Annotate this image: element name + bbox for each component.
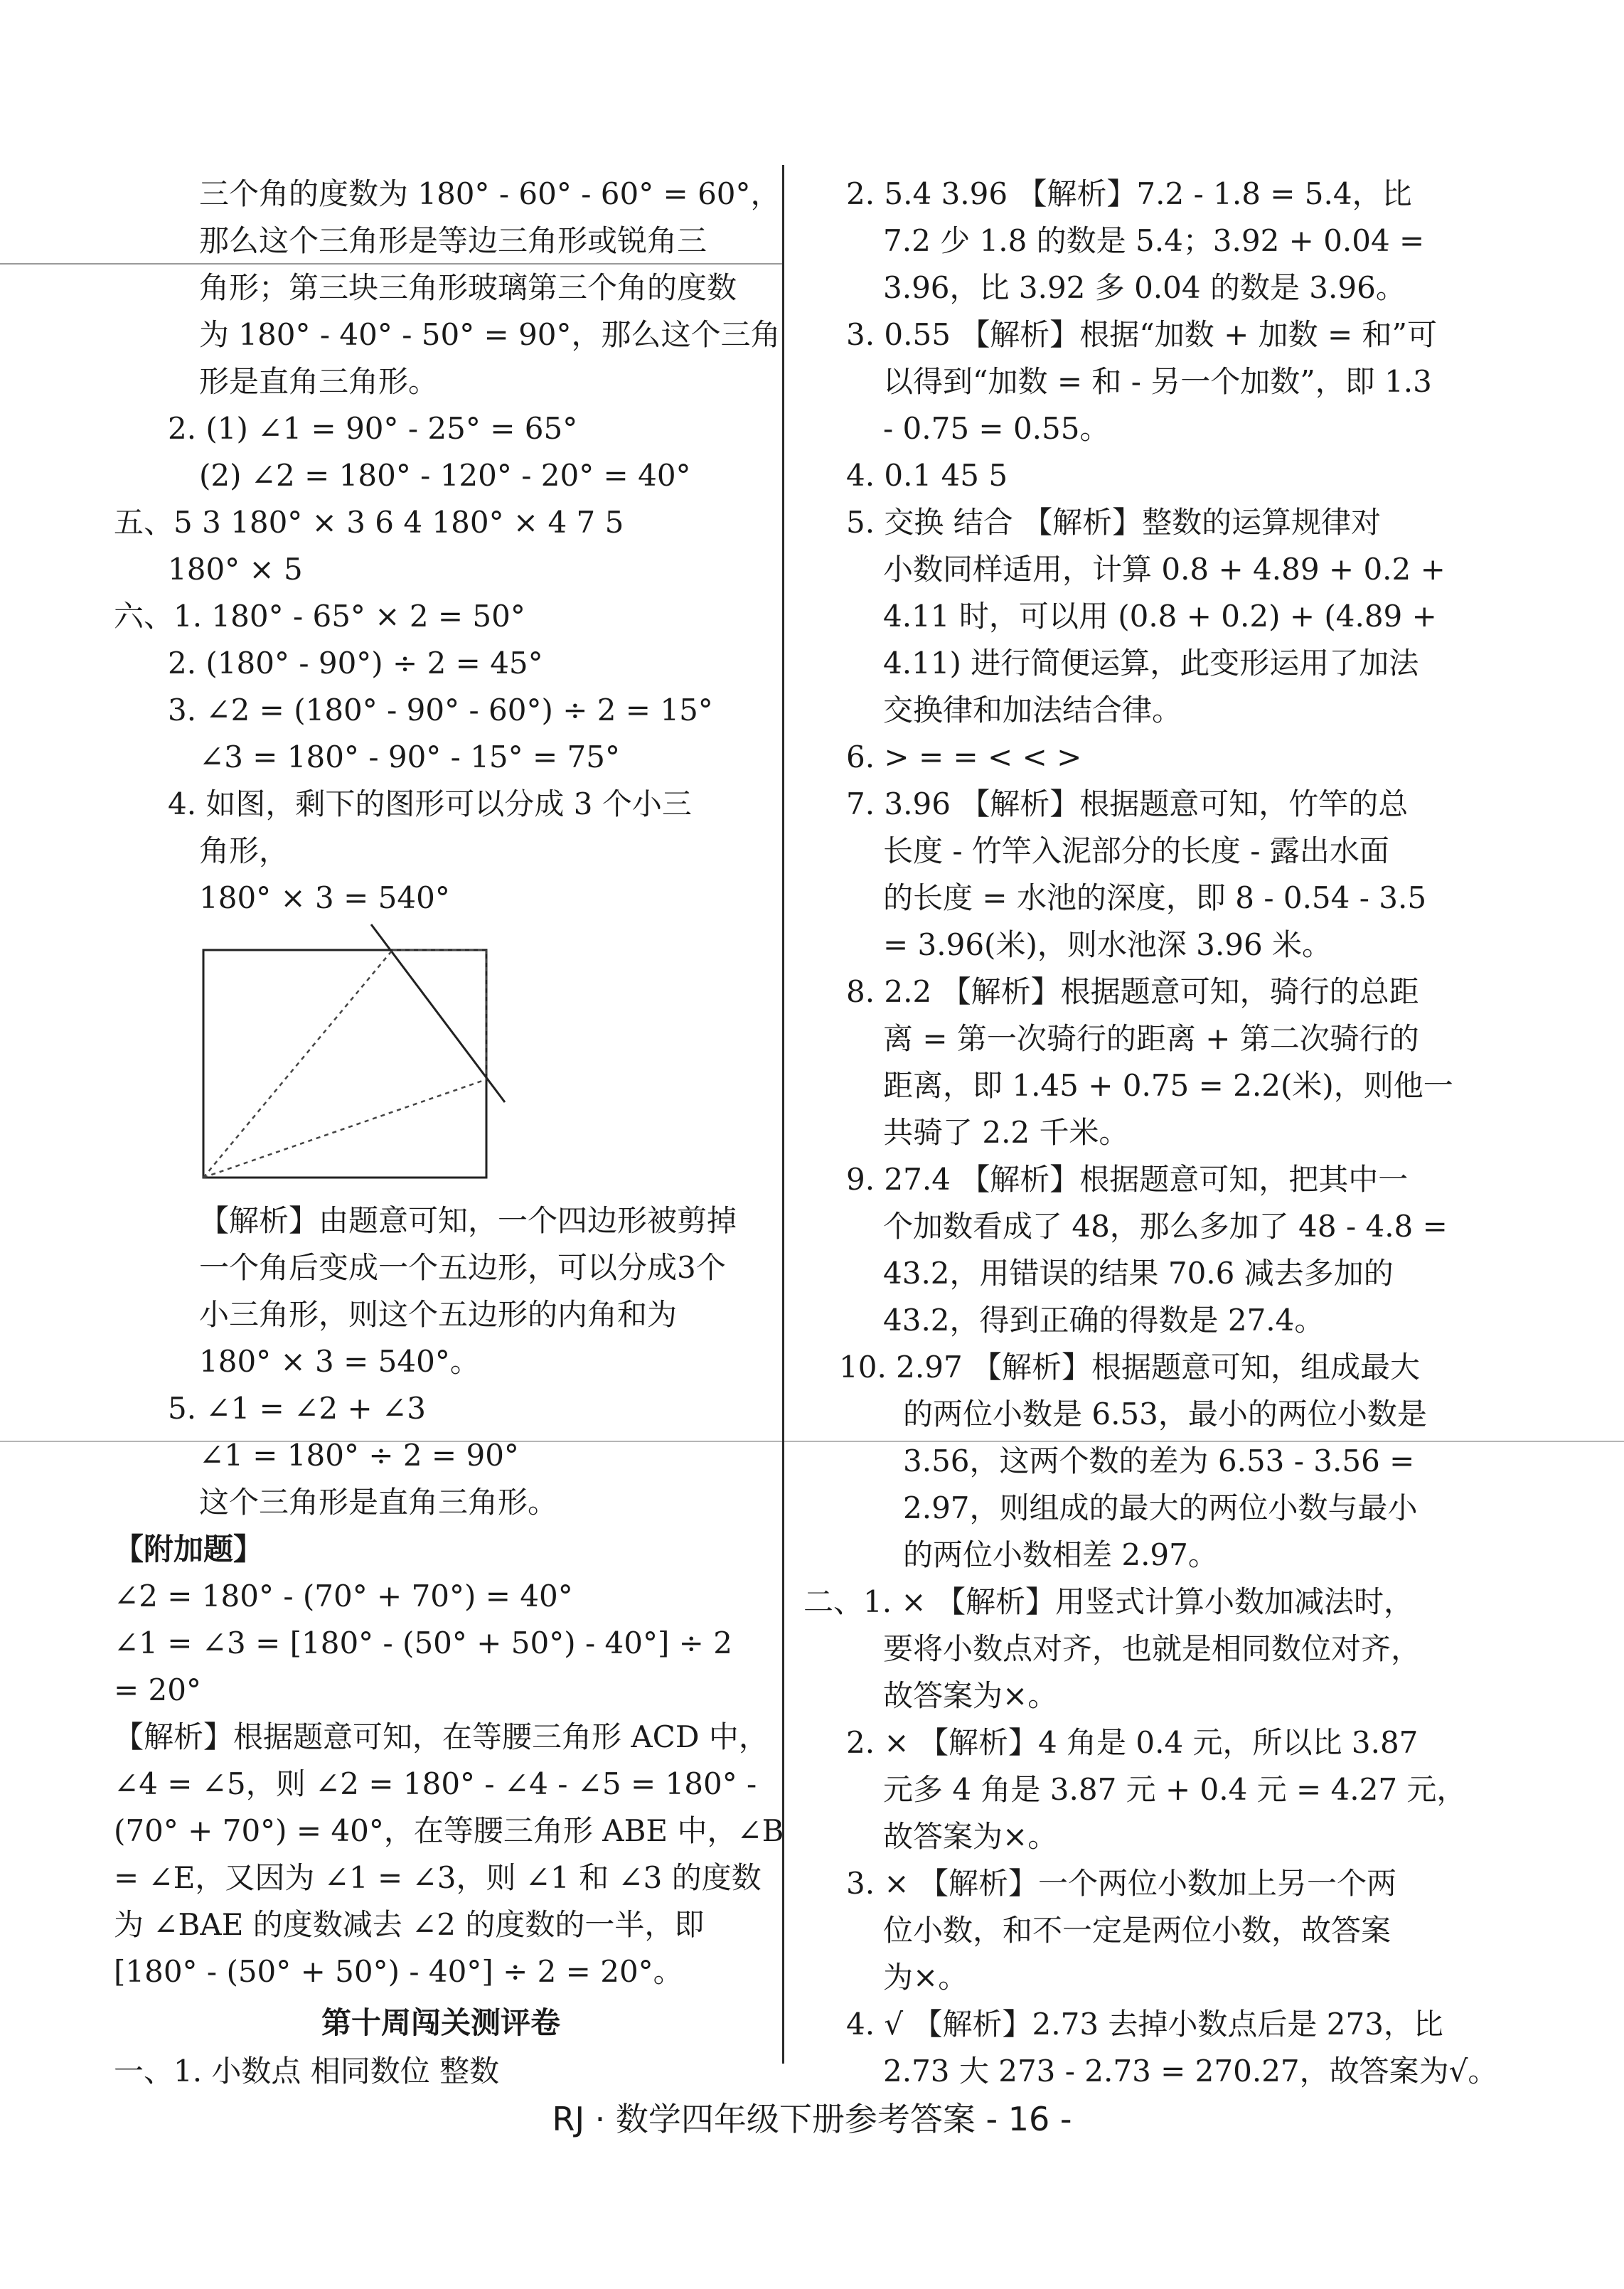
text-line: 2.73 大 273 - 2.73 = 270.27，故答案为√。: [883, 2054, 1498, 2088]
text-line: 43.2，用错误的结果 70.6 减去多加的: [883, 1256, 1394, 1291]
text-line: 【解析】由题意可知，一个四边形被剪掉: [199, 1203, 737, 1238]
text-line: - 0.75 = 0.55。: [883, 411, 1110, 446]
text-line: 的两位小数相差 2.97。: [903, 1537, 1218, 1572]
text-line: 个加数看成了 48，那么多加了 48 - 4.8 =: [883, 1209, 1448, 1244]
text-line: 180° × 5: [168, 552, 303, 587]
text-line: 9. 27.4 【解析】根据题意可知，把其中一: [846, 1162, 1409, 1197]
text-line: ∠2 = 180° - (70° + 70°) = 40°: [114, 1579, 573, 1613]
text-line: 4. √ 【解析】2.73 去掉小数点后是 273，比: [846, 2007, 1443, 2042]
text-line: 元多 4 角是 3.87 元 + 0.4 元 = 4.27 元，: [883, 1772, 1467, 1807]
text-line: = ∠E，又因为 ∠1 = ∠3，则 ∠1 和 ∠3 的度数: [114, 1860, 762, 1895]
text-line: 一、1. 小数点 相同数位 整数: [114, 2054, 500, 2088]
text-line: ∠3 = 180° - 90° - 15° = 75°: [199, 740, 620, 774]
text-line: 角形；第三块三角形玻璃第三个角的度数: [199, 270, 737, 305]
text-line: 2. × 【解析】4 角是 0.4 元，所以比 3.87: [846, 1725, 1419, 1760]
text-line: ∠1 = ∠3 = [180° - (50° + 50°) - 40°] ÷ 2: [114, 1626, 732, 1660]
text-line: 4. 0.1 45 5: [846, 458, 1008, 493]
text-line: 5. 交换 结合 【解析】整数的运算规律对: [846, 505, 1382, 540]
text-line: 角形，: [199, 833, 289, 868]
text-line: 交换律和加法结合律。: [883, 693, 1182, 727]
text-line: 的两位小数是 6.53，最小的两位小数是: [903, 1397, 1427, 1431]
text-line: = 3.96(米)，则水池深 3.96 米。: [883, 927, 1332, 962]
text-line: 43.2，得到正确的得数是 27.4。: [883, 1303, 1325, 1338]
text-line: 10. 2.97 【解析】根据题意可知，组成最大: [839, 1350, 1421, 1384]
text-line: 4.11 时，可以用 (0.8 + 0.2) + (4.89 +: [883, 599, 1437, 634]
pentagon-figure: [199, 923, 555, 1222]
text-line: ∠4 = ∠5，则 ∠2 = 180° - ∠4 - ∠5 = 180° -: [114, 1766, 757, 1801]
text-line: 距离，即 1.45 + 0.75 = 2.2(米)，则他一: [883, 1068, 1453, 1103]
text-line: = 20°: [114, 1672, 201, 1707]
text-line: 180° × 3 = 540°。: [199, 1344, 480, 1379]
text-line: 故答案为×。: [883, 1819, 1058, 1854]
page-footer: RJ · 数学四年级下册参考答案 - 16 -: [552, 2100, 1072, 2138]
text-line: 形是直角三角形。: [199, 364, 439, 399]
text-line: 六、1. 180° - 65° × 2 = 50°: [114, 599, 525, 634]
text-line: 小数同样适用，计算 0.8 + 4.89 + 0.2 +: [883, 552, 1446, 587]
text-line: 以得到“加数 = 和 - 另一个加数”，即 1.3: [883, 364, 1432, 399]
text-line: 7. 3.96 【解析】根据题意可知，竹竿的总: [846, 786, 1409, 821]
text-line: 180° × 3 = 540°: [199, 880, 450, 915]
text-line: 那么这个三角形是等边三角形或锐角三: [199, 223, 707, 258]
text-line: 2.97，则组成的最大的两位小数与最小: [903, 1490, 1418, 1525]
text-line: 8. 2.2 【解析】根据题意可知，骑行的总距: [846, 974, 1419, 1009]
text-line: 为 ∠BAE 的度数减去 ∠2 的度数的一半，即: [114, 1907, 705, 1942]
text-line: 3.96，比 3.92 多 0.04 的数是 3.96。: [883, 270, 1406, 305]
text-line: 要将小数点对齐，也就是相同数位对齐，: [883, 1631, 1421, 1666]
text-line: 3. × 【解析】一个两位小数加上另一个两: [846, 1866, 1396, 1901]
text-line: (70° + 70°) = 40°，在等腰三角形 ABE 中，∠B: [114, 1813, 784, 1848]
text-line: 的长度 = 水池的深度，即 8 - 0.54 - 3.5: [883, 880, 1427, 915]
text-line: 五、5 3 180° × 3 6 4 180° × 4 7 5: [114, 505, 624, 540]
text-line: 7.2 少 1.8 的数是 5.4；3.92 + 0.04 =: [883, 223, 1425, 258]
text-line: (2) ∠2 = 180° - 120° - 20° = 40°: [199, 458, 691, 493]
text-line: 这个三角形是直角三角形。: [199, 1485, 558, 1520]
text-line: 3. ∠2 = (180° - 90° - 60°) ÷ 2 = 15°: [168, 693, 713, 727]
text-line: 4. 如图，剩下的图形可以分成 3 个小三: [168, 786, 692, 821]
text-line: [180° - (50° + 50°) - 40°] ÷ 2 = 20°。: [114, 1954, 683, 1989]
text-line: 【附加题】: [114, 1532, 264, 1567]
text-line: 为 180° - 40° - 50° = 90°，那么这个三角: [199, 317, 781, 352]
column-divider: [782, 165, 784, 2064]
text-line: 位小数，和不一定是两位小数，故答案: [883, 1913, 1391, 1948]
text-line: 3. 0.55 【解析】根据“加数 + 加数 = 和”可: [846, 317, 1438, 352]
text-line: 6. > = = < < >: [846, 740, 1082, 774]
text-line: 4.11) 进行简便运算，此变形运用了加法: [883, 646, 1419, 681]
text-line: 故答案为×。: [883, 1678, 1058, 1713]
text-line: 一个角后变成一个五边形，可以分成3个: [199, 1250, 726, 1285]
text-line: 2. 5.4 3.96 【解析】7.2 - 1.8 = 5.4，比: [846, 176, 1412, 211]
text-line: 为×。: [883, 1960, 968, 1995]
text-line: 小三角形，则这个五边形的内角和为: [199, 1297, 678, 1332]
text-line: ∠1 = 180° ÷ 2 = 90°: [199, 1438, 519, 1473]
text-line: 5. ∠1 = ∠2 + ∠3: [168, 1391, 426, 1426]
section-title: 第十周闯关测评卷: [321, 2005, 560, 2040]
text-line: 2. (1) ∠1 = 90° - 25° = 65°: [168, 411, 578, 446]
text-line: 【解析】根据题意可知，在等腰三角形 ACD 中，: [114, 1719, 769, 1754]
text-line: 二、1. × 【解析】用竖式计算小数加减法时，: [803, 1584, 1414, 1619]
text-line: 3.56，这两个数的差为 6.53 - 3.56 =: [903, 1444, 1415, 1478]
text-line: 三个角的度数为 180° - 60° - 60° = 60°，: [199, 176, 781, 211]
text-line: 2. (180° - 90°) ÷ 2 = 45°: [168, 646, 543, 681]
text-line: 共骑了 2.2 千米。: [883, 1115, 1129, 1150]
text-line: 长度 - 竹竿入泥部分的长度 - 露出水面: [883, 833, 1389, 868]
text-line: 离 = 第一次骑行的距离 + 第二次骑行的: [883, 1021, 1419, 1056]
